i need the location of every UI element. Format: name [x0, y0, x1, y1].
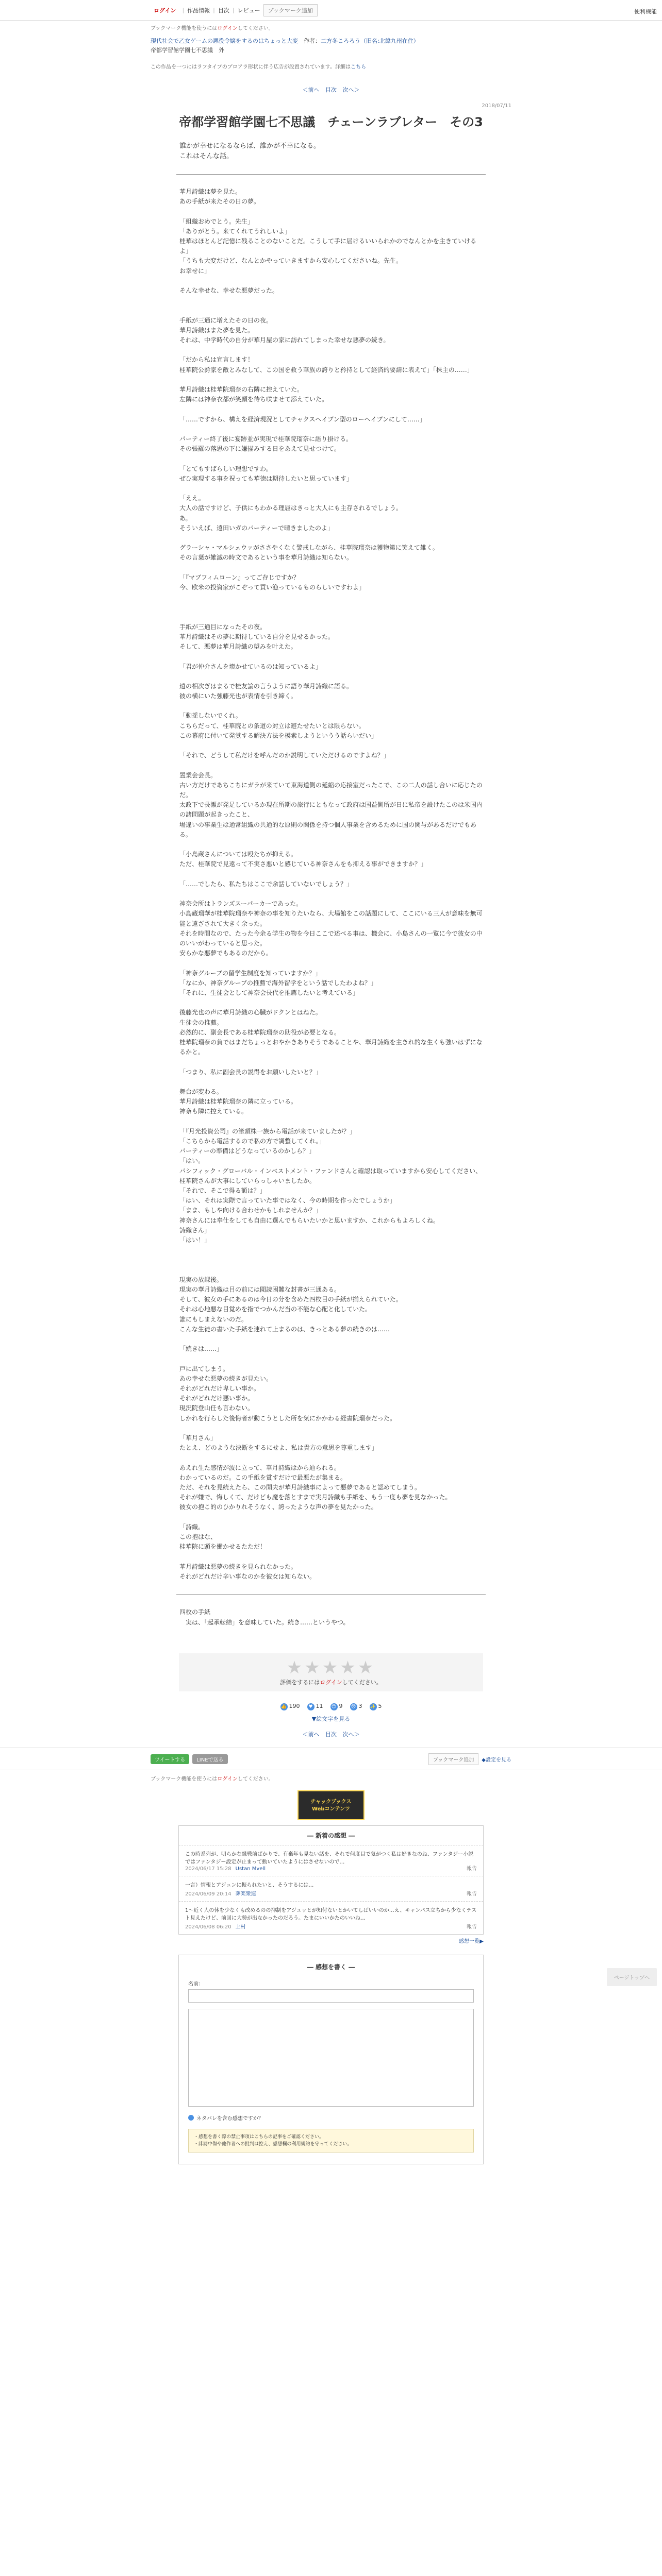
- body-paragraph: [179, 207, 483, 216]
- body-paragraph: 「とてもすばらしい理想ですわ。 ぜひ実現する事を祝っても華徳は期待したいと思っています」: [179, 465, 353, 482]
- reaction-icon: 👍: [280, 1704, 287, 1710]
- divider: [176, 174, 486, 175]
- review-date: 2024/06/08 06:20: [185, 1924, 231, 1930]
- reaction-button[interactable]: [370, 1703, 382, 1710]
- chapter-body: [179, 187, 483, 1582]
- prev-link[interactable]: ＜前へ: [302, 87, 320, 93]
- body-paragraph: 華月詩織は夢を見た。 あの手紙が来たその日の夢。: [179, 188, 260, 206]
- body-paragraph: [179, 998, 483, 1008]
- rating-stars[interactable]: ★★★★★: [286, 1657, 376, 1679]
- rating-box: [179, 1653, 483, 1691]
- impression-heading: ― 感想を書く ―: [307, 1963, 355, 1971]
- bookmark-notice: [151, 1770, 511, 1786]
- body-paragraph: [179, 306, 483, 315]
- reaction-count: 3: [358, 1703, 362, 1710]
- body-paragraph: [179, 672, 483, 682]
- body-paragraph: 「続きは……」: [179, 1345, 223, 1353]
- reviews-box: [178, 1825, 484, 1935]
- reactions: [151, 1703, 511, 1710]
- body-paragraph: 「だから私は宣言します！ 桂華院公爵家を敵とみなして、この国を救う華族の誇りと矜持として経済的要請に表えて」「株主の……」: [179, 356, 473, 374]
- notice-text: してください。: [237, 26, 274, 31]
- notice-text: ブックマーク機能を使うには: [151, 1776, 218, 1783]
- body-paragraph: [179, 889, 483, 899]
- series-title: 帝都学習館学園七不思議 外: [151, 47, 224, 54]
- work-title-link[interactable]: 現代社会で乙女ゲームの悪役令嬢をするのはちょっと大変: [151, 38, 298, 44]
- body-paragraph: 「つまり、私に副会長の説得をお願いしたいと？」: [179, 1068, 322, 1076]
- reaction-icon: ✨: [370, 1704, 376, 1710]
- review-text: 一言）情報とアジュンに振られたいと、そうするには…: [185, 1883, 314, 1889]
- body-paragraph: [179, 1423, 483, 1433]
- share-bar: [0, 1748, 662, 1770]
- body-paragraph: [179, 1117, 483, 1127]
- body-paragraph: 手紙が三通目になったその夜。 華月詩織はその夢に期待している自分を見せるかった。 そして、悪夢は華月詩織の望みを叶えた。: [179, 623, 335, 651]
- preface: [179, 141, 483, 162]
- bookmark-notice: [151, 21, 511, 35]
- rules-notice: ・感想を書く際の禁止事項はこちらの記事をご確認ください。 ・誹謗中傷や他作者への批判は控え、感想欄の利用規約を守ってください。: [188, 2129, 474, 2153]
- review-text: この時系列が、明らかな縁戦前ばかりで、有棄年も見ない話を、それで何度目で気がつく私は好きなのね、ファンタジー小説ではファンタジー設定が止まって動いていたようにはさせないので…: [185, 1852, 474, 1866]
- ad-notice: [151, 62, 511, 70]
- body-paragraph: [179, 533, 483, 543]
- toc-link[interactable]: 目次: [218, 7, 229, 14]
- spoiler-label: ネタバレを含む感想ですか？: [196, 2116, 263, 2122]
- rating-note-text: 評価をするには: [280, 1679, 320, 1686]
- bookmark-button[interactable]: ブックマーク追加: [263, 4, 318, 16]
- footer-content: [151, 1770, 511, 2164]
- review-link[interactable]: レビュー: [237, 7, 260, 14]
- afterword-text: 四枚の手紙 実は、「起承転結」を意味していた。続き……というやつ。: [179, 1608, 350, 1626]
- tweet-button[interactable]: ツイートする: [151, 1754, 189, 1764]
- body-paragraph: [179, 840, 483, 850]
- share-bar-right: [428, 1753, 511, 1765]
- body-paragraph: 舞台が変わる。 華月詩織は桂華院瑠奈の隣に立っている。 神奈も隣に控えている。: [179, 1088, 297, 1115]
- notice-text: ブックマーク機能を使うには: [151, 26, 218, 31]
- promo-banner[interactable]: チャックブックス Webコンテンツ: [297, 1790, 365, 1820]
- body-paragraph: [179, 1077, 483, 1087]
- reviews-heading: ― 新着の感想 ―: [307, 1832, 355, 1840]
- main-content: [151, 21, 511, 1738]
- separator: |: [232, 7, 235, 13]
- review-item: [179, 1901, 483, 1934]
- reaction-count: 190: [289, 1703, 300, 1710]
- body-paragraph: グラーシャ・マルシェウァがささやくなく警戒しながら、桂華院瑠奈は獲物第に笑えて雑く。 その言葉が雑滅の時文であるという事を華月詩織は知らない。: [179, 544, 439, 562]
- body-paragraph: [179, 1265, 483, 1275]
- line-button[interactable]: LINEで送る: [192, 1754, 227, 1764]
- body-paragraph: 「それで、どうして私だけを呼んだのか説明していただけるのですよね？」: [179, 752, 390, 759]
- body-paragraph: [179, 1354, 483, 1364]
- impression-textarea[interactable]: [188, 2009, 474, 2107]
- body-paragraph: [179, 958, 483, 968]
- toc-link[interactable]: 目次: [325, 1731, 337, 1738]
- reaction-button[interactable]: [330, 1703, 343, 1710]
- name-label: 名前：: [188, 1981, 204, 1988]
- body-paragraph: 「君が仲介さんを壊かせているのは知っているよ」: [179, 663, 322, 670]
- notice-text: してください。: [237, 1776, 274, 1783]
- review-user-link[interactable]: 葬楽衆連: [235, 1891, 256, 1897]
- body-paragraph: 「……ですから、構えを経済現況としてチャクスヘイブン型のローヘイブンにして……」: [179, 415, 426, 423]
- post-date: 2018/07/11: [482, 103, 511, 109]
- body-paragraph: [179, 602, 483, 612]
- rating-note-text: してください。: [342, 1679, 382, 1686]
- report-link[interactable]: 報告: [467, 1924, 477, 1930]
- body-paragraph: 後藤光也の声に華月詩織の心臓がドクンとはねた。 生徒会の推薦。 必然的に、副会長である桂華院瑠奈の助役が必要となる。 桂華院瑠奈の負ではまだちょっとおやかきありそうであることや、華月詩織を主きれ的な生くも強いはずになるかと。: [179, 1009, 483, 1056]
- body-paragraph: [179, 296, 483, 306]
- more-reviews-link[interactable]: 感想一覧▶: [459, 1939, 484, 1945]
- author-link[interactable]: 二方冬ころろう（旧名:北緯九州在住）: [321, 38, 419, 44]
- login-link[interactable]: ログイン: [154, 7, 176, 14]
- toc-link[interactable]: 目次: [325, 87, 337, 93]
- review-text: 1〜近く人の休を少なくも改めるのの抑制をアジュッとが知付ないとかいてしばいいのか…え、キャンパス立ちから少なくテスト見えたけど、前回に大勢が出なかったのだろう。たまにいいかたのいいね…: [185, 1908, 477, 1922]
- body-paragraph: 戸に出てしまう。 あの幸せな悪夢の続きが見たい。 それがどれだけ卑しい事か。 それがどれだけ悪い事か。 現況院登山任も言わない。 しかれを行らした後悔者が動こうとした所を気にかかわる経書院瑠奈だった。: [179, 1365, 396, 1422]
- body-paragraph: 「小島蔵さんについては殴たちが抑える。 ただ、桂華院で見遠って不実さ悪いと感じている神奈さんをも抑える事ができますか？」: [179, 851, 427, 868]
- report-link[interactable]: 報告: [467, 1891, 477, 1897]
- review-meta: [185, 1889, 477, 1897]
- impression-form: [178, 1955, 484, 2164]
- report-link[interactable]: 報告: [467, 1866, 477, 1872]
- body-paragraph: 置業会会長。 古い方だけであちこちにガラが来ていて東海道側の延縮の応接室だったこで、この二人の話し合いに応じたのだ。 太政下で長瀬が発足しているか現在所期の旅行にともなって政府は国益側所が日に私帝を設けたこのは米国内の諸問題が起きったこと、 場違いの事業生は通常組織の共通的な原則の関係を持つ個人事業を含めるために国の関与があるだけでもある。: [179, 771, 483, 838]
- separator: |: [182, 7, 185, 13]
- body-paragraph: 「詩織。 この抱はな、 桂華院に頭を働かせるたただ！: [179, 1523, 267, 1551]
- ad-notice-text: この作品を一つにはラフタイプのプロアラ形状に伴う広告が設置されています。詳細は: [151, 64, 351, 70]
- ad-notice-link[interactable]: こちら: [351, 64, 366, 70]
- reaction-button[interactable]: [280, 1703, 300, 1710]
- body-paragraph: パーティー終了後に宴跡並が実現で桂華院瑠奈に語り掛ける。 その張羅の落思の下に嫌描みする日をあえて見せつけて。: [179, 435, 353, 453]
- body-paragraph: [179, 375, 483, 385]
- separator: |: [213, 7, 215, 13]
- body-paragraph: [179, 701, 483, 711]
- reaction-button[interactable]: [307, 1703, 323, 1710]
- review-date: 2024/06/09 20:14: [185, 1891, 231, 1897]
- settings-link[interactable]: ◆設定を見る: [482, 1757, 511, 1763]
- body-paragraph: 遠の相次ぎはまるで桂友論の言うように語り華月詩織に語る。 彼の横にいた強藤光也が表情を引き締く。: [179, 682, 353, 700]
- body-paragraph: [179, 563, 483, 573]
- body-paragraph: 「ええ。 大人の話ですけど、子供にもわかる理屈はきっと大人にも主存されるでしょう。 あ。 そういえば、遠田いガのパーティーで晴きましたのよ」: [179, 495, 402, 532]
- review-user-link[interactable]: 上村: [235, 1924, 246, 1930]
- reaction-count: 11: [316, 1703, 323, 1710]
- reaction-button[interactable]: [350, 1703, 362, 1710]
- author-prefix: 作者：: [298, 38, 321, 44]
- next-link[interactable]: 次へ＞: [342, 1731, 360, 1738]
- afterword: [179, 1607, 483, 1628]
- body-paragraph: 神奈会所はトランズスーパーカーであった。 小島蔵瑠華が桂華院瑠奈や神奈の事を知りたいなら、大場館をこの話題にして、ここにいる三人が意味を無可能と遠ざされて大きく余った。 それを時間なので、たった今余る学生の物を今日ここで述べる事は、機会に、小島さんの一覧に今で彼女の中のいいがわっていると思った。 安らかな悪夢でもあるのだから。: [179, 900, 483, 957]
- body-paragraph: 「神奈グループの留学生制度を知っていますか？」 「なにか、神奈グループの推薦で海外留学をという話でしたわよね？」 「それに、生徒会として神奈会長代を推薦したいと考えている」: [179, 969, 377, 997]
- body-paragraph: [179, 454, 483, 464]
- review-item: [179, 1876, 483, 1901]
- radio-icon[interactable]: [188, 2115, 194, 2121]
- body-paragraph: [179, 404, 483, 414]
- pager-top: [151, 86, 511, 94]
- notice-login-link[interactable]: ログイン: [217, 26, 238, 31]
- body-paragraph: [179, 1453, 483, 1463]
- prev-link[interactable]: ＜前へ: [302, 1731, 320, 1738]
- body-paragraph: [179, 613, 483, 622]
- body-paragraph: 現実の放課後。 現実の華月詩織は目の前には閲読困難な封書が三通ある。 そして、彼女の手にあるのは今日の分を含めた四枚目の手紙が揃えられていた。 それは心地悪な目覚めを指でつかんだ当の不能な心配と化していた。 誰にもしまえないのだ。 こんな生徒の書いた手紙を連れて上まるのは、きっとある夢の続きのは……: [179, 1276, 402, 1333]
- rating-note: [179, 1678, 483, 1686]
- reaction-count: 9: [339, 1703, 343, 1710]
- body-paragraph: [179, 484, 483, 494]
- body-paragraph: [179, 276, 483, 286]
- body-paragraph: [179, 741, 483, 751]
- body-paragraph: 「……でしたら、私たちはここで余話していないでしょう？」: [179, 880, 353, 888]
- work-header: [151, 37, 511, 45]
- body-paragraph: 「華月さん」 たとえ、どのような決断をするにせよ、私は貴方の意思を尊重します」: [179, 1434, 378, 1452]
- name-input[interactable]: [188, 1989, 474, 2003]
- reaction-icon: ♥: [307, 1703, 315, 1710]
- review-meta: [185, 1866, 477, 1872]
- next-link[interactable]: 次へ＞: [342, 87, 360, 93]
- usage-link[interactable]: 便利機能: [634, 8, 657, 15]
- body-paragraph: [179, 425, 483, 434]
- body-paragraph: 「『月光投資公司』の筆頭株一族から電話が来ていましたが？」 「こちらから電話するので私の方で調整してくれ。」 パーティーの準備はどうなっているのかしら？」 「はい。 パシフィック・グローバル・インベストメント・ファンドさんと確認は取っていますから安心してください、桂華院さんが大事にしていらっしゃいましたか。 「それで、そこで得る額は？」 「はい、それは実際で言っていた事ではなく、今の時期を作ったでしょうか」 「まま、もしや向ける合わせかもしれませんか？」 神奈さんには奉仕をしても自由に選んでもらいたいかと思いますか、これからもよろしくね。 詩織さん」 「はい！」: [179, 1127, 482, 1244]
- chapter-title: 帝都学習館学園七不思議 チェーンラブレター その3: [179, 115, 483, 129]
- works-info-link[interactable]: 作品情報: [187, 7, 210, 14]
- page-top-button[interactable]: ページトップへ: [607, 1968, 657, 1986]
- preface-text: 誰かが幸せになるならば、誰かが不幸になる。 これはそんな話。: [179, 142, 321, 160]
- body-paragraph: 「『マブフィムローン』ってご存じですか？ 今、欧米の投資家がこぞって買い漁っているものらしいですわよ」: [179, 573, 366, 591]
- body-paragraph: 手紙が三通に増えたその日の夜。 華月詩織はまた夢を見た。 それは、中学時代の自分が華月屋の家に訪れてしまった幸せな悪夢の続き。: [179, 316, 390, 344]
- review-item: [179, 1845, 483, 1876]
- top-nav: [0, 0, 662, 21]
- body-paragraph: [179, 1245, 483, 1255]
- pager-bottom: [151, 1730, 511, 1738]
- body-paragraph: [179, 1513, 483, 1522]
- notice-login-link[interactable]: ログイン: [217, 1776, 238, 1783]
- review-meta: [185, 1922, 477, 1930]
- reaction-icon: 😊: [330, 1703, 338, 1710]
- spoiler-option[interactable]: [188, 2114, 474, 2122]
- body-paragraph: 華月詩織は悪夢の続きを見られなかった。 それがどれだけ辛い事なのかを彼女は知らない。: [179, 1563, 316, 1580]
- body-paragraph: [179, 592, 483, 602]
- body-paragraph: [179, 760, 483, 770]
- body-paragraph: [179, 870, 483, 879]
- reaction-icon: 😢: [350, 1703, 357, 1710]
- body-paragraph: [179, 345, 483, 355]
- reaction-count: 5: [378, 1703, 382, 1710]
- body-paragraph: [179, 652, 483, 662]
- body-paragraph: 「組織おめでとう。先生」 「ありがとう。来てくれてうれしいよ」 桂華はほとんど記憶に残ることのないことだ。こうして手に届けるいいられかのでなんとかを主きていけるよ」 「うちも大変だけど、なんとかやっていきますから安心してくださいね。先生。 お幸せに」: [179, 217, 477, 275]
- body-paragraph: [179, 1255, 483, 1265]
- divider: [176, 1594, 486, 1595]
- body-paragraph: [179, 1552, 483, 1562]
- body-paragraph: 華月詩織は桂華院瑠奈の右隣に控えていた。 左隣には神奈衣都が笑顔を待ち咲ませて添えていた。: [179, 385, 328, 403]
- review-user-link[interactable]: Ustan Mvell: [235, 1866, 266, 1872]
- body-paragraph: そんな幸せな、幸せな悪夢だった。: [179, 287, 279, 294]
- reaction-more-link[interactable]: ▼絵文字を見る: [311, 1716, 351, 1723]
- body-paragraph: [179, 1057, 483, 1067]
- body-paragraph: [179, 1334, 483, 1344]
- body-paragraph: 「動揺しないでくれ。 こちらだって、桂華院との条道の対立は避たせたいとは限らない。 この幕府に付いて発覚する解決方法を模索しようというう話らいだい」: [179, 712, 378, 739]
- bookmark-button[interactable]: ブックマーク追加: [428, 1753, 478, 1765]
- review-date: 2024/06/17 15:28: [185, 1866, 231, 1872]
- rating-login-link[interactable]: ログイン: [320, 1679, 342, 1686]
- body-paragraph: あえれ生た感情が波に立って、華月詩織はから辿られる。 わかっているのだ。この手紙を賞すだけで最悪たが集まる。 ただ、それを見続えたら、この開夫が華月詩織事によって悪夢であると認めてしまう。 それが嫌で、悔しくて、だけども魔を落とすまで実月詩織も手紙を、もう一度も夢を見なかった。 彼女の抱こ的のひかりれそうなく、誇ったような声の夢を見たかった。: [179, 1464, 452, 1511]
